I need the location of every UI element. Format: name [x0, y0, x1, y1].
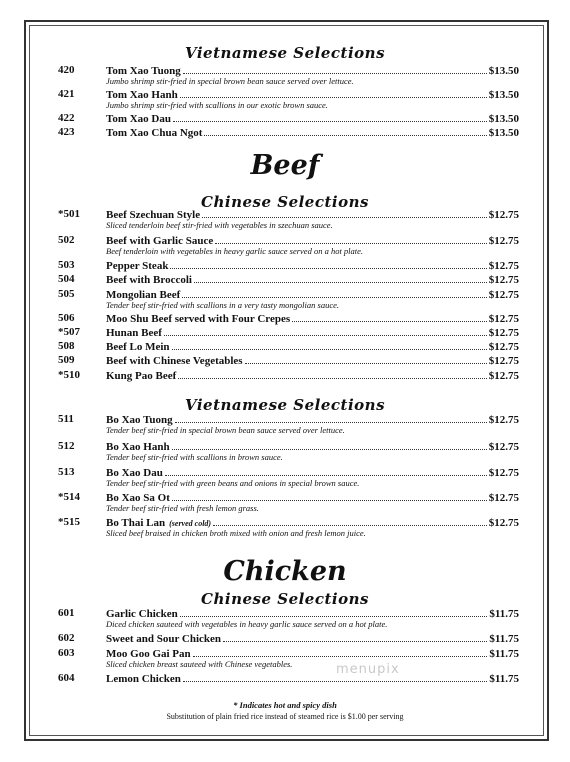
item-number: *514 [58, 491, 80, 503]
menu-item [0, 312, 570, 325]
dot-leader [193, 647, 488, 657]
item-number: 503 [58, 259, 75, 271]
substitution-footnote: Substitution of plain fried rice instead of steamed rice is $1.00 per serving [166, 712, 404, 721]
item-number: 604 [58, 672, 75, 684]
item-price: $13.50 [488, 113, 519, 125]
item-name: Bo Xao Dau [106, 467, 163, 479]
item-description: Tender beef stir-fried in special brown bean sauce served over lettuce. [106, 425, 345, 435]
item-name: Moo Shu Beef served with Four Crepes [106, 313, 291, 325]
item-price: $13.50 [488, 127, 519, 139]
section-heading: Beef [250, 150, 320, 181]
item-name: Beef with Broccoli [106, 274, 192, 286]
item-price: $12.75 [488, 467, 519, 479]
dot-leader [213, 516, 487, 526]
item-name: Beef with Chinese Vegetables [106, 355, 243, 367]
section-heading: Chicken [223, 556, 347, 587]
item-price: $12.75 [488, 492, 519, 504]
item-number: 509 [58, 354, 75, 366]
item-price: $12.75 [488, 209, 519, 221]
item-note: (served cold) [169, 519, 212, 528]
item-name: Beef Szechuan Style [106, 209, 201, 221]
item-price: $12.75 [488, 327, 519, 339]
menu-item [0, 112, 570, 125]
item-number: *507 [58, 326, 80, 338]
dot-leader [180, 607, 488, 617]
item-name: Tom Xao Chua Ngot [106, 127, 203, 139]
item-number: 512 [58, 440, 75, 452]
item-name: Mongolian Beef [106, 289, 181, 301]
item-name: Beef with Garlic Sauce [106, 235, 214, 247]
item-description: Jumbo shrimp stir-fried with scallions in our exotic brown sauce. [106, 100, 328, 110]
dot-leader [202, 208, 487, 218]
menu-item [0, 259, 570, 272]
item-description: Beef tenderloin with vegetables in heavy garlic sauce served on a hot plate. [106, 246, 364, 256]
item-number: 508 [58, 340, 75, 352]
item-name: Lemon Chicken [106, 673, 181, 685]
item-price: $12.75 [488, 274, 519, 286]
dot-leader [172, 340, 487, 350]
item-number: 506 [58, 312, 75, 324]
item-number: 423 [58, 126, 75, 138]
item-price: $12.75 [488, 441, 519, 453]
item-price: $13.50 [488, 65, 519, 77]
item-price: $12.75 [488, 370, 519, 382]
item-number: 505 [58, 288, 75, 300]
menu-item [0, 354, 570, 367]
item-price: $11.75 [489, 648, 519, 660]
menu-item [0, 326, 570, 339]
item-description: Sliced tenderloin beef stir-fried with vegetables in szechuan sauce. [106, 220, 333, 230]
item-description: Tender beef stir-fried with scallions in a very tasty mongolian sauce. [106, 300, 340, 310]
dot-leader [182, 288, 487, 298]
item-number: 504 [58, 273, 75, 285]
item-price: $11.75 [489, 633, 519, 645]
item-description: Sliced chicken breast sauteed with Chinese vegetables. [106, 659, 293, 669]
menu-item [0, 340, 570, 353]
item-description: Sliced beef braised in chicken broth mixed with onion and fresh lemon juice. [106, 528, 366, 538]
item-name: Tom Xao Dau [106, 113, 171, 125]
item-name: Beef Lo Mein [106, 341, 170, 353]
item-name: Bo Xao Hanh [106, 441, 170, 453]
item-description: Jumbo shrimp stir-fried in special brown bean sauce served over lettuce. [106, 76, 354, 86]
item-name: Tom Xao Hanh [106, 89, 178, 101]
item-number: 513 [58, 466, 75, 478]
menu-item [0, 672, 570, 685]
section-subheading: Chinese Selections [201, 590, 369, 608]
item-name: Hunan Beef [106, 327, 162, 339]
dot-leader [204, 126, 486, 136]
item-number: *510 [58, 369, 80, 381]
menu-item [0, 369, 570, 382]
dot-leader [172, 491, 487, 501]
dot-leader [165, 466, 487, 476]
item-number: 601 [58, 607, 75, 619]
dot-leader [223, 632, 487, 642]
item-price: $12.75 [488, 341, 519, 353]
menu-item [0, 126, 570, 139]
item-price: $12.75 [488, 260, 519, 272]
menu-item [0, 632, 570, 645]
item-price: $11.75 [489, 673, 519, 685]
item-name: Garlic Chicken [106, 608, 178, 620]
item-name: Moo Goo Gai Pan [106, 648, 191, 660]
dot-leader [175, 413, 487, 423]
dot-leader [170, 259, 486, 269]
dot-leader [215, 234, 487, 244]
dot-leader [172, 440, 487, 450]
menu-item [0, 273, 570, 286]
item-number: 421 [58, 88, 75, 100]
section-subheading: Vietnamese Selections [184, 44, 386, 62]
item-description: Diced chicken sauteed with vegetables in heavy garlic sauce served on a hot plate. [106, 619, 388, 629]
item-number: 602 [58, 632, 75, 644]
item-price: $12.75 [488, 289, 519, 301]
dot-leader [194, 273, 487, 283]
item-number: 511 [58, 413, 74, 425]
item-name: Bo Xao Sa Ot [106, 492, 170, 504]
item-price: $12.75 [488, 313, 519, 325]
item-number: 603 [58, 647, 75, 659]
dot-leader [183, 64, 487, 74]
dot-leader [178, 369, 486, 379]
item-name: Pepper Steak [106, 260, 169, 272]
spicy-footnote: * Indicates hot and spicy dish [233, 700, 337, 710]
item-name: Tom Xao Tuong [106, 65, 181, 77]
item-number: *515 [58, 516, 80, 528]
item-number: 420 [58, 64, 75, 76]
item-name: Sweet and Sour Chicken [106, 633, 222, 645]
item-price: $12.75 [488, 414, 519, 426]
item-name: Kung Pao Beef [106, 370, 177, 382]
item-name: Bo Thai Lan [106, 517, 166, 529]
item-description: Tender beef stir-fried with green beans and onions in special brown sauce. [106, 478, 360, 488]
dot-leader [180, 88, 487, 98]
section-subheading: Chinese Selections [201, 193, 369, 211]
dot-leader [173, 112, 487, 122]
dot-leader [292, 312, 487, 322]
section-subheading: Vietnamese Selections [184, 396, 386, 414]
item-price: $12.75 [488, 517, 519, 529]
item-name: Bo Xao Tuong [106, 414, 173, 426]
item-description: Tender beef stir-fried with fresh lemon grass. [106, 503, 259, 513]
item-price: $11.75 [489, 608, 519, 620]
dot-leader [245, 354, 487, 364]
dot-leader [164, 326, 487, 336]
item-price: $12.75 [488, 355, 519, 367]
item-price: $13.50 [488, 89, 519, 101]
item-number: 422 [58, 112, 75, 124]
item-description: Tender beef stir-fried with scallions in brown sauce. [106, 452, 283, 462]
item-number: *501 [58, 208, 80, 220]
item-number: 502 [58, 234, 75, 246]
watermark-logo: menupix [336, 662, 400, 677]
item-price: $12.75 [488, 235, 519, 247]
